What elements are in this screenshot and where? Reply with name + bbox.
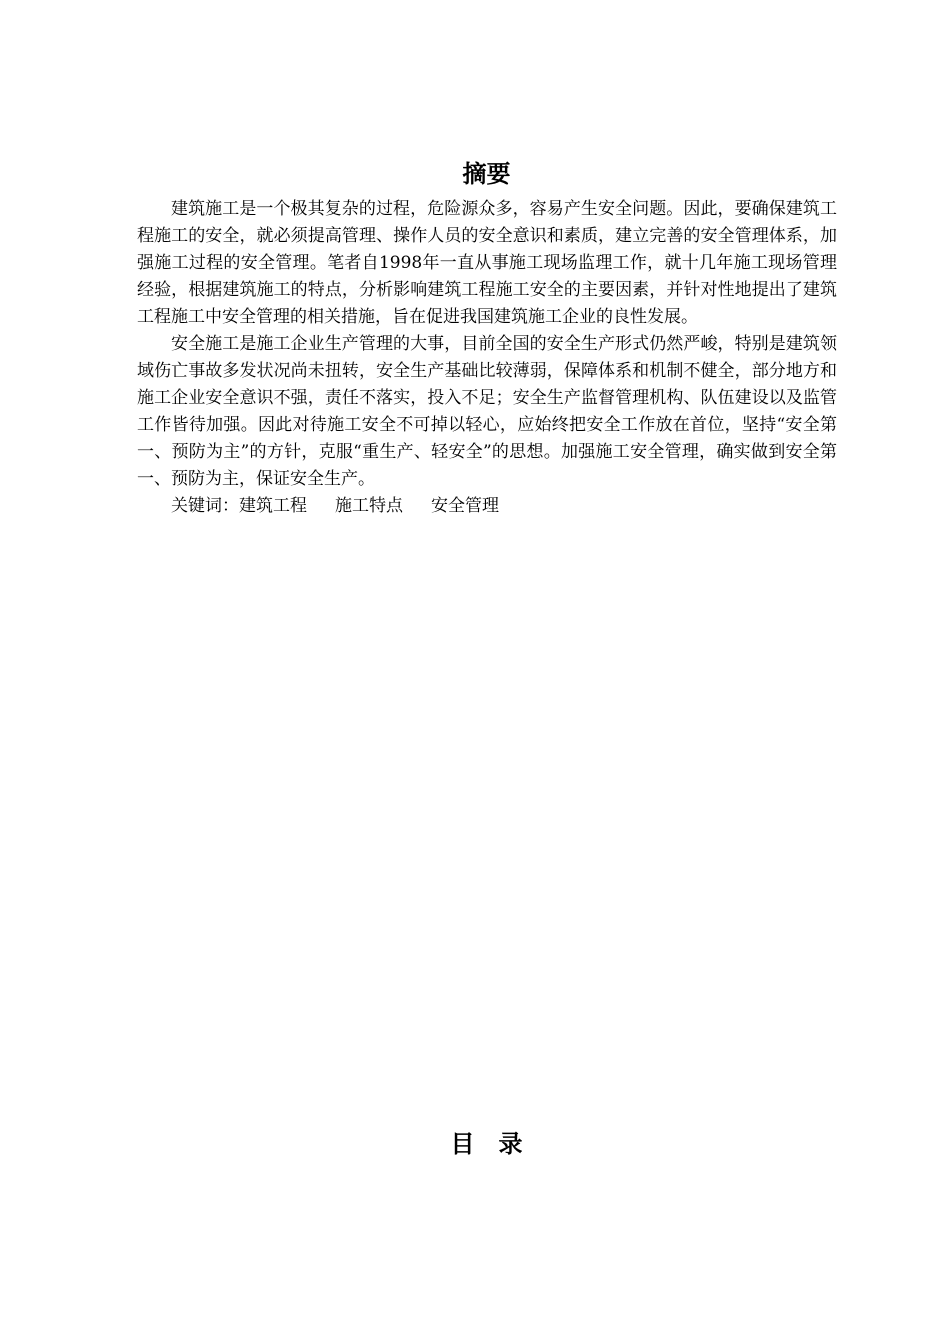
abstract-body: [137, 196, 837, 520]
abstract-title: 摘要: [462, 159, 511, 188]
keywords-line: [137, 493, 837, 520]
keywords-label: 关键词：: [171, 496, 239, 516]
abstract-paragraph-2: 安全施工是施工企业生产管理的大事，目前全国的安全生产形式仍然严峻，特别是建筑领域伤亡事故多发状况尚未扭转，安全生产基础比较薄弱，保障体系和机制不健全，部分地方和施工企业安全意识不强，责任不落实，投入不足；安全生产监督管理机构、队伍建设以及监管工作皆待加强。因此对待施工安全不可掉以轻心，应始终把安全工作放在首位，坚持“安全第一、预防为主”的方针，克服“重生产、轻安全”的思想。加强施工安全管理，确实做到安全第一、预防为主，保证安全生产。: [137, 334, 837, 489]
abstract-paragraph-1: 建筑施工是一个极其复杂的过程，危险源众多，容易产生安全问题。因此，要确保建筑工程施工的安全，就必须提高管理、操作人员的安全意识和素质，建立完善的安全管理体系，加强施工过程的安全管理。笔者自1998年一直从事施工现场监理工作，就十几年施工现场管理经验，根据建筑施工的特点，分析影响建筑工程施工安全的主要因素，并针对性地提出了建筑工程施工中安全管理的相关措施，旨在促进我国建筑施工企业的良性发展。: [137, 199, 837, 327]
keyword-3: 安全管理: [431, 496, 499, 516]
keyword-2: 施工特点: [335, 496, 403, 516]
keyword-1: 建筑工程: [239, 496, 307, 516]
toc-title: 目 录: [450, 1129, 523, 1158]
